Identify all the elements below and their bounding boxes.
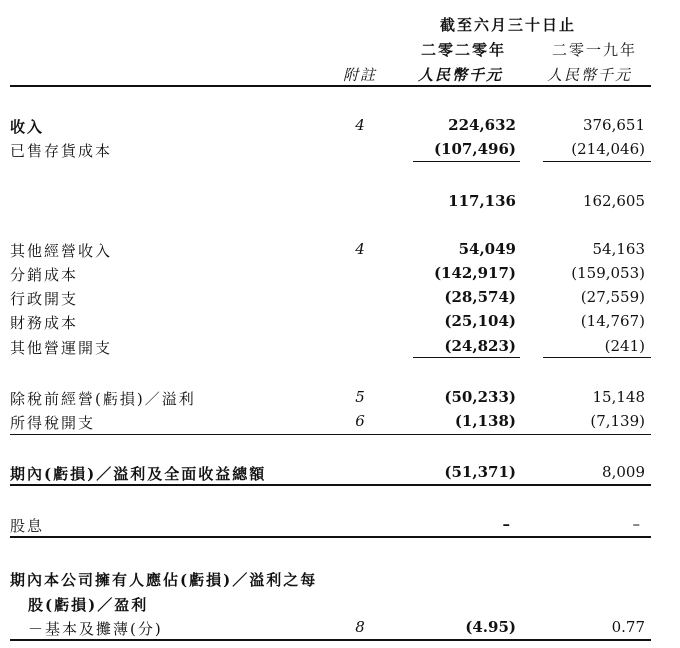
row-v2-total-comprehensive: 8,009 (602, 463, 645, 481)
row-v2-loss-before-tax: 15,148 (592, 388, 645, 406)
row-label-total-comprehensive: 期內(虧損)／溢利及全面收益總額 (10, 465, 267, 483)
row-label-distribution-costs: 分銷成本 (10, 266, 79, 284)
row-label-loss-before-tax: 除稅前經營(虧損)／溢利 (10, 390, 196, 408)
dividend-rule (10, 536, 651, 538)
row-v1-finance-costs: (25,104) (444, 312, 516, 330)
col1-unit: 人民幣千元 (418, 66, 504, 84)
row-v1-other-operating-expenses: (24,823) (444, 337, 516, 355)
row-label-eps-heading: 期內本公司擁有人應佔(虧損)／溢利之每 (10, 571, 318, 589)
row-v1-dividend: – (502, 515, 510, 533)
expenses-rule-col2 (543, 357, 651, 358)
eps-rule (10, 639, 651, 641)
row-label-administrative-expenses: 行政開支 (10, 290, 79, 308)
col2-year: 二零一九年 (552, 41, 638, 59)
row-v1-loss-before-tax: (50,233) (444, 388, 516, 406)
row-note-income-tax: 6 (355, 412, 365, 430)
row-v2-income-tax: (7,139) (590, 412, 645, 430)
row-note-loss-before-tax: 5 (355, 388, 365, 406)
row-v1-cost-of-inventories: (107,496) (433, 140, 516, 158)
row-v2-revenue: 376,651 (582, 116, 645, 134)
row-v1-eps: (4.95) (465, 618, 516, 636)
row-label-cost-of-inventories: 已售存貨成本 (10, 142, 113, 160)
row-v2-gross-profit: 162,605 (582, 192, 645, 210)
row-v1-other-operating-income: 54,049 (458, 240, 516, 258)
period-heading: 截至六月三十日止 (440, 16, 577, 34)
header-rule (10, 85, 651, 87)
row-v1-gross-profit: 117,136 (448, 192, 516, 210)
row-v2-administrative-expenses: (27,559) (580, 288, 645, 306)
total-rule (10, 484, 651, 486)
row-v2-other-operating-income: 54,163 (592, 240, 645, 258)
col1-year: 二零二零年 (421, 41, 507, 59)
row-label-finance-costs: 財務成本 (10, 314, 79, 332)
notes-header: 附註 (343, 66, 378, 84)
row-note-eps: 8 (355, 618, 365, 636)
row-v1-revenue: 224,632 (448, 116, 516, 134)
col2-unit: 人民幣千元 (547, 66, 633, 84)
row-label-revenue: 收入 (10, 118, 45, 136)
subtotal-rule-col2 (543, 161, 651, 162)
row-v2-cost-of-inventories: (214,046) (571, 140, 645, 158)
row-label-other-operating-income: 其他經營收入 (10, 242, 113, 260)
row-label-income-tax: 所得稅開支 (10, 414, 96, 432)
row-v2-eps: 0.77 (611, 618, 645, 636)
subtotal-rule-col1 (413, 161, 520, 162)
row-label-dividend: 股息 (10, 517, 45, 535)
row-note-revenue: 4 (355, 116, 365, 134)
row-label-eps-basic-diluted: －基本及攤薄(分) (28, 620, 163, 638)
tax-rule (10, 434, 651, 435)
row-v1-income-tax: (1,138) (454, 412, 516, 430)
row-note-other-operating-income: 4 (355, 240, 365, 258)
row-v1-distribution-costs: (142,917) (433, 264, 516, 282)
row-v2-dividend: – (632, 515, 640, 533)
row-v2-other-operating-expenses: (241) (604, 337, 645, 355)
row-v1-administrative-expenses: (28,574) (444, 288, 516, 306)
row-v1-total-comprehensive: (51,371) (444, 463, 516, 481)
row-v2-distribution-costs: (159,053) (571, 264, 645, 282)
row-v2-finance-costs: (14,767) (580, 312, 645, 330)
row-label-eps-subheading: 股(虧損)／盈利 (28, 596, 149, 614)
row-label-other-operating-expenses: 其他營運開支 (10, 339, 113, 357)
expenses-rule-col1 (413, 357, 520, 358)
